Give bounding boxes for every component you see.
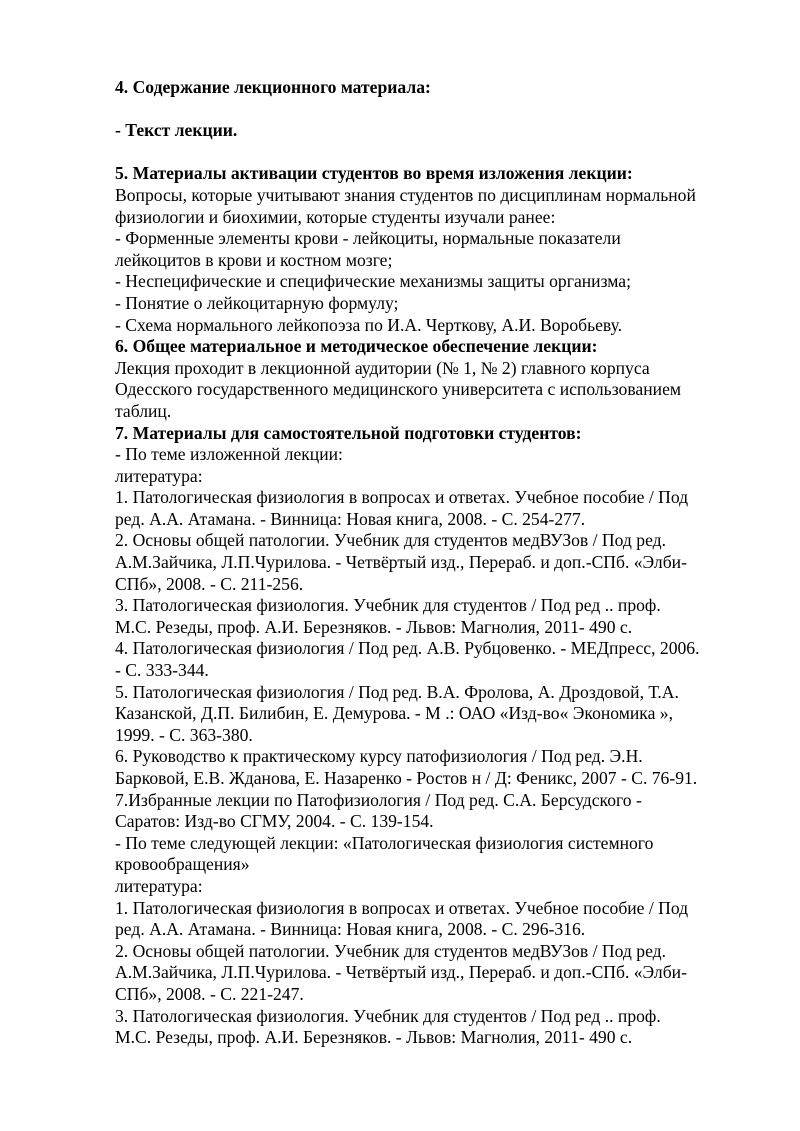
section-7-heading: 7. Материалы для самостоятельной подготовки студентов: <box>115 422 582 443</box>
section-7-line: М.С. Резеды, проф. А.И. Березняков. - Львов: Магнолия, 2011- 490 с. <box>115 1027 633 1048</box>
section-4-heading: 4. Содержание лекционного материала: <box>115 77 431 97</box>
section-7-line: Саратов: Изд-во СГМУ, 2004. - С. 139-154. <box>115 811 434 832</box>
section-7-line: СПб», 2008. - С. 211-256. <box>115 573 304 594</box>
section-7-line: 1999. - С. 363-380. <box>115 724 253 745</box>
section-7-line: ред. А.А. Атамана. - Винница: Новая книга, 2008. - С. 254-277. <box>115 508 586 529</box>
section-4-item: - Текст лекции. <box>115 120 238 141</box>
section-7-line: литература: <box>115 465 203 486</box>
section-5-heading: 5. Материалы активации студентов во время изложения лекции: <box>115 163 633 184</box>
section-6-heading: 6. Общее материальное и методическое обеспечение лекции: <box>115 336 598 357</box>
blank-line <box>115 142 755 164</box>
section-6-line: таблиц. <box>115 400 172 421</box>
section-7-line: кровообращения» <box>115 854 250 875</box>
section-7-line: Казанской, Д.П. Билибин, Е. Демурова. - М .: ОАО «Изд-во« Экономика », <box>115 703 673 724</box>
section-7-line: СПб», 2008. - С. 221-247. <box>115 983 304 1004</box>
section-7-line: Барковой, Е.В. Жданова, Е. Назаренко - Ростов н / Д: Феникс, 2007 - С. 76-91. <box>115 768 698 788</box>
section-7-line: 2. Основы общей патологии. Учебник для студентов медВУЗов / Под ред. <box>115 940 666 961</box>
section-5-line: - Форменные элементы крови - лейкоциты, нормальные показатели <box>115 228 621 249</box>
section-5-line: Вопросы, которые учитывают знания студентов по дисциплинам нормальной <box>115 184 696 205</box>
document-page <box>115 77 755 1049</box>
section-5-line: физиологии и биохимии, которые студенты изучали ранее: <box>115 206 556 227</box>
section-5-line: - Схема нормального лейкопоэза по И.А. Черткову, А.И. Воробьеву. <box>115 314 623 335</box>
section-7-line: литература: <box>115 875 203 896</box>
section-5-line: - Понятие о лейкоцитарную формулу; <box>115 292 399 313</box>
section-6-line: Лекция проходит в лекционной аудитории (№ 1, № 2) главного корпуса <box>115 357 650 378</box>
blank-line <box>115 99 755 121</box>
section-7-line: 3. Патологическая физиология. Учебник для студентов / Под ред .. проф. <box>115 1005 661 1026</box>
section-5-line: - Неспецифические и специфические механизмы защиты организма; <box>115 271 631 292</box>
section-7-line: ред. А.А. Атамана. - Винница: Новая книга, 2008. - С. 296-316. <box>115 919 586 940</box>
section-7-line: 2. Основы общей патологии. Учебник для студентов медВУЗов / Под ред. <box>115 530 666 551</box>
section-6-line: Одесского государственного медицинского университета с использованием <box>115 379 682 400</box>
section-7-line: А.М.Зайчика, Л.П.Чурилова. - Четвёртый изд., Перераб. и доп.-СПб. «Элби- <box>115 552 687 573</box>
section-7-line: 3. Патологическая физиология. Учебник для студентов / Под ред .. проф. <box>115 595 661 616</box>
section-7-line: - По теме изложенной лекции: <box>115 444 343 465</box>
section-7-line: - С. 333-344. <box>115 660 209 681</box>
section-7-line: М.С. Резеды, проф. А.И. Березняков. - Львов: Магнолия, 2011- 490 с. <box>115 616 633 637</box>
section-7-line: - По теме следующей лекции: «Патологическая физиология системного <box>115 832 654 853</box>
section-7-line: 1. Патологическая физиология в вопросах и ответах. Учебное пособие / Под <box>115 487 689 508</box>
section-7-line: 6. Руководство к практическому курсу патофизиология / Под ред. Э.Н. <box>115 746 643 767</box>
section-7-line: 7.Избранные лекции по Патофизиология / Под ред. С.А. Берсудского - <box>115 789 642 810</box>
section-5-line: лейкоцитов в крови и костном мозге; <box>115 249 393 270</box>
section-7-line: 1. Патологическая физиология в вопросах и ответах. Учебное пособие / Под <box>115 897 689 918</box>
section-7-line: А.М.Зайчика, Л.П.Чурилова. - Четвёртый изд., Перераб. и доп.-СПб. «Элби- <box>115 962 687 983</box>
section-7-line: 4. Патологическая физиология / Под ред. А.В. Рубцовенко. - МЕДпресс, 2006. <box>115 638 700 659</box>
section-7-line: 5. Патологическая физиология / Под ред. В.А. Фролова, А. Дроздовой, Т.А. <box>115 681 679 702</box>
